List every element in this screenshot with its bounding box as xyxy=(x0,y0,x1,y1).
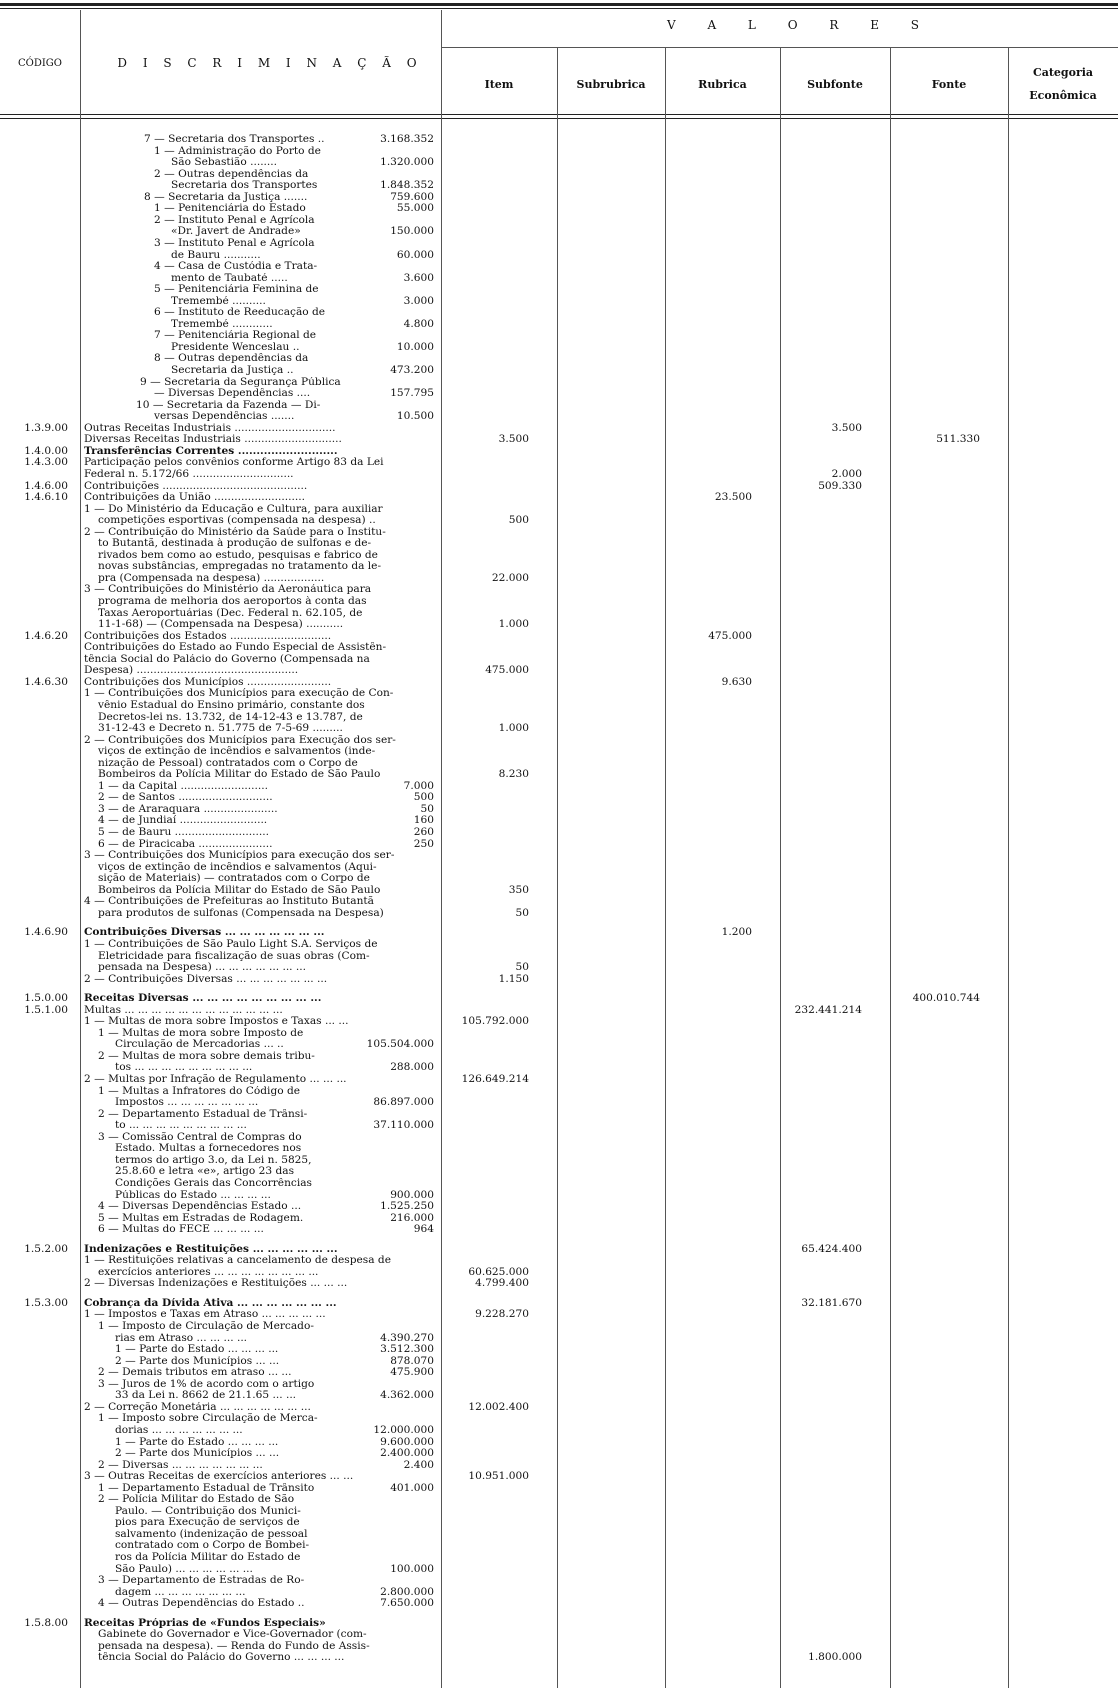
line-description: pios para Execução de serviços de xyxy=(115,1517,300,1529)
line-value-fo: 511.330 xyxy=(936,433,980,446)
line-description: Paulo. — Contribuição dos Munici- xyxy=(115,1505,301,1517)
line-inline-value: 401.000 xyxy=(390,1481,434,1494)
line-description: 1 — Contribuições de São Paulo Light S.A. Serviços de xyxy=(84,938,378,950)
line-inline-value: 260 xyxy=(413,826,434,838)
line-description: Secretaria da Justiça .. xyxy=(171,365,294,376)
line-value-ru: 475.000 xyxy=(708,629,752,642)
line-description: Secretaria dos Transportes xyxy=(171,180,318,192)
line-description: Federal n. 5.172/66 .............................. xyxy=(84,468,294,480)
line-description: Condições Gerais das Concorrências xyxy=(115,1177,312,1189)
line-description: tência Social do Palácio do Governo (Compensada na xyxy=(84,653,370,665)
line-inline-value: 3.000 xyxy=(403,294,434,307)
line-description: Contribuições da União ........................... xyxy=(84,492,305,504)
line-value-sf: 3.500 xyxy=(831,421,862,434)
header-rubrica: Rubrica xyxy=(698,78,747,91)
line-description: 2 — Multas por Infração de Regulamento ... ... ... xyxy=(84,1074,347,1085)
line-description: novas substâncias, empregadas no tratamento da le- xyxy=(98,561,382,573)
col-line-codigo xyxy=(80,10,81,1688)
line-inline-value: 100.000 xyxy=(390,1562,434,1575)
line-description: Contribuições dos Estados .............................. xyxy=(84,630,332,642)
line-description: nização de Pessoal) contratados com o Corpo de xyxy=(98,757,358,769)
line-value-it: 1.150 xyxy=(498,972,529,985)
line-value-it: 8.230 xyxy=(498,768,529,781)
line-description: 7 — Secretaria dos Transportes .. xyxy=(144,134,325,145)
line-value-sf: 232.441.214 xyxy=(794,1003,862,1016)
line-description: 6 — de Piracicaba ...................... xyxy=(98,838,273,850)
line-inline-value: 878.070 xyxy=(390,1354,434,1367)
col-line-rubrica xyxy=(780,48,781,1688)
line-description: 2 — Correção Monetária ... ... ... ... ... ... ... xyxy=(84,1401,311,1413)
line-description: dagem ... ... ... ... ... ... ... xyxy=(115,1586,246,1598)
line-description: 2 — Polícia Militar do Estado de São xyxy=(98,1494,295,1506)
line-description: 1 — Penitenciária do Estado xyxy=(154,203,306,215)
line-inline-value: 60.000 xyxy=(396,248,434,261)
line-code: 1.4.6.20 xyxy=(24,629,68,642)
line-inline-value: 2.400.000 xyxy=(380,1447,434,1460)
line-description: 2 — Instituto Penal e Agrícola xyxy=(154,214,315,226)
line-description: competições esportivas (compensada na despesa) .. xyxy=(98,515,376,527)
line-value-sf: 509.330 xyxy=(818,479,862,492)
line-inline-value: 3.512.300 xyxy=(380,1343,434,1356)
line-description: versas Dependências ....... xyxy=(154,411,295,423)
line-inline-value: 473.200 xyxy=(390,364,434,376)
line-description: Contribuições ........................................... xyxy=(84,480,308,492)
col-line-subrubrica xyxy=(665,48,666,1688)
header-subfonte: Subfonte xyxy=(807,78,863,91)
line-description: 31-12-43 e Decreto n. 51.775 de 7-5-69 ......... xyxy=(98,723,343,735)
line-description: to ... ... ... ... ... ... ... ... ... xyxy=(115,1120,247,1132)
line-description: contratado com o Corpo de Bombei- xyxy=(115,1540,310,1552)
line-inline-value: 86.897.000 xyxy=(373,1096,434,1109)
line-description: 1 — Parte do Estado ... ... ... ... xyxy=(115,1344,279,1356)
line-description: Cobrança da Dívida Ativa ... ... ... ... ... ... ... xyxy=(84,1297,337,1309)
line-value-fo: 400.010.744 xyxy=(912,992,980,1005)
line-description: 3 — Contribuições dos Municípios para execução dos ser- xyxy=(84,850,395,862)
line-inline-value: 216.000 xyxy=(390,1211,434,1224)
line-inline-value: 12.000.000 xyxy=(373,1423,434,1436)
line-description: 2 — Multas de mora sobre demais tribu- xyxy=(98,1050,315,1062)
line-description: 4 — de Jundiaí .......................... xyxy=(98,815,268,827)
line-description: 3 — Outras Receitas de exercícios anteriores ... ... xyxy=(84,1471,354,1483)
line-description: 4 — Casa de Custódia e Trata- xyxy=(154,261,318,273)
line-description: 2 — de Santos ............................ xyxy=(98,792,273,804)
line-value-sf: 2.000 xyxy=(831,467,862,480)
line-description: — Diversas Dependências .... xyxy=(154,388,311,400)
line-inline-value: 150.000 xyxy=(390,225,434,238)
line-description: 1 — Imposto de Circulação de Mercado- xyxy=(98,1321,314,1332)
line-description: 1 — Multas de mora sobre Impostos e Taxas ... ... xyxy=(84,1016,349,1028)
line-inline-value: 3.600 xyxy=(403,271,434,284)
col-line-fonte xyxy=(1008,48,1009,1688)
line-description: programa de melhoria dos aeroportos à conta das xyxy=(98,596,367,607)
line-code: 1.4.0.00 xyxy=(24,444,68,457)
line-code: 1.3.9.00 xyxy=(24,421,68,434)
line-description: 1 — Restituições relativas a cancelamento de despesa de xyxy=(84,1255,391,1267)
line-code: 1.4.3.00 xyxy=(24,456,68,469)
line-inline-value: 1.320.000 xyxy=(380,156,434,169)
line-description: Presidente Wenceslau .. xyxy=(171,341,300,353)
line-inline-value: 900.000 xyxy=(390,1188,434,1201)
line-description: 4 — Diversas Dependências Estado ... xyxy=(98,1201,302,1213)
line-value-it: 22.000 xyxy=(491,571,529,584)
line-description: 10 — Secretaria da Fazenda — Di- xyxy=(136,399,321,411)
line-inline-value: 964 xyxy=(413,1223,434,1236)
line-description: pensada na Despesa) ... ... ... ... ... ... ... xyxy=(98,962,307,974)
line-value-it: 126.649.214 xyxy=(461,1073,529,1085)
line-description: Indenizações e Restituições ... ... ... ... ... ... xyxy=(84,1243,338,1255)
line-description: 1 — Do Ministério da Educação e Cultura, para auxiliar xyxy=(84,503,383,515)
line-description: salvamento (indenização de pessoal xyxy=(115,1528,308,1540)
line-description: tos ... ... ... ... ... ... ... ... ... xyxy=(115,1062,253,1074)
line-description: 5 — de Bauru ............................ xyxy=(98,827,269,838)
line-inline-value: 160 xyxy=(413,814,434,827)
line-description: 2 — Demais tributos em atraso ... ... xyxy=(98,1367,292,1379)
line-description: 2 — Contribuições dos Municípios para Execução dos ser- xyxy=(84,734,396,746)
line-description: rivados bem como ao estudo, pesquisas e fabrico de xyxy=(98,549,378,561)
line-description: 25.8.60 e letra «e», artigo 23 das xyxy=(115,1166,295,1178)
col-line-discriminacao xyxy=(441,10,442,1688)
line-description: Despesa) ................................................ xyxy=(84,665,299,677)
line-inline-value: 9.600.000 xyxy=(380,1435,434,1448)
line-value-it: 50 xyxy=(515,906,529,919)
line-description: 3 — Comissão Central de Compras do xyxy=(98,1131,302,1143)
line-description: 2 — Outras dependências da xyxy=(154,168,309,180)
line-description: 3 — Contribuições do Ministério da Aeronáutica para xyxy=(84,584,372,596)
line-description: 1 — Parte do Estado ... ... ... ... xyxy=(115,1436,279,1448)
line-value-sf: 65.424.400 xyxy=(801,1242,862,1255)
line-description: Decretos-lei ns. 13.732, de 14-12-43 e 13.787, de xyxy=(98,711,363,723)
line-description: 5 — Multas em Estradas de Rodagem. xyxy=(98,1212,304,1224)
line-value-ru: 9.630 xyxy=(721,675,752,688)
line-description: Participação pelos convênios conforme Artigo 83 da Lei xyxy=(84,457,384,469)
line-description: Eletricidade para fiscalização de suas obras (Com- xyxy=(98,950,370,962)
line-description: sição de Materiais) — contratados com o Corpo de xyxy=(98,873,370,885)
line-description: termos do artigo 3.o, da Lei n. 5825, xyxy=(115,1154,312,1166)
line-description: 2 — Parte dos Municípios ... ... xyxy=(115,1448,280,1460)
line-description: 2 — Parte dos Municípios ... ... xyxy=(115,1355,280,1367)
line-inline-value: 157.795 xyxy=(390,387,434,400)
line-description: viços de extinção de incêndios e salvamentos (inde- xyxy=(98,746,376,758)
line-description: 1 — Multas a Infratores do Código de xyxy=(98,1085,301,1097)
line-description: Multas ... ... ... ... ... ... ... ... ... ... ... ... xyxy=(84,1004,283,1016)
col-line-item xyxy=(557,48,558,1688)
line-description: «Dr. Javert de Andrade» xyxy=(171,226,301,238)
line-inline-value: 10.500 xyxy=(396,410,434,423)
line-inline-value: 759.600 xyxy=(390,190,434,203)
line-value-it: 60.625.000 xyxy=(468,1265,529,1278)
line-code: 1.5.0.00 xyxy=(24,992,68,1005)
line-description: Transferências Correntes ........................... xyxy=(84,445,338,457)
line-description: 9 — Secretaria da Segurança Pública xyxy=(140,376,341,388)
line-inline-value: 475.900 xyxy=(390,1366,434,1379)
line-description: 8 — Secretaria da Justiça ....... xyxy=(144,191,308,203)
line-code: 1.5.1.00 xyxy=(24,1003,68,1016)
header-item: Item xyxy=(484,78,514,91)
line-description: Receitas Próprias de «Fundos Especiais» xyxy=(84,1617,326,1629)
line-description: 1 — Imposto sobre Circulação de Merca- xyxy=(98,1413,318,1425)
line-description: para produtos de sulfonas (Compensada na Despesa) xyxy=(98,907,384,919)
line-inline-value: 55.000 xyxy=(396,202,434,215)
line-value-it: 105.792.000 xyxy=(461,1015,529,1028)
line-description: Tremembé ............ xyxy=(171,318,273,330)
line-code: 1.4.6.00 xyxy=(24,479,68,492)
line-description: 4 — Outras Dependências do Estado .. xyxy=(98,1598,305,1610)
line-description: Contribuições do Estado ao Fundo Especial de Assistên- xyxy=(84,642,387,654)
line-value-it: 9.228.270 xyxy=(475,1308,529,1321)
header-bottom-rule-2 xyxy=(0,118,1118,119)
line-description: Contribuições dos Municípios ......................... xyxy=(84,676,332,688)
line-inline-value: 37.110.000 xyxy=(373,1119,434,1132)
line-inline-value: 1.848.352 xyxy=(380,179,434,192)
line-value-it: 12.002.400 xyxy=(468,1400,529,1413)
line-description: 8 — Outras dependências da xyxy=(154,353,309,365)
line-code: 1.4.6.10 xyxy=(24,491,68,504)
line-code: 1.5.2.00 xyxy=(24,1242,68,1255)
line-value-sf: 1.800.000 xyxy=(808,1651,862,1664)
line-inline-value: 2.800.000 xyxy=(380,1585,434,1598)
line-description: pra (Compensada na despesa) .................. xyxy=(98,572,325,584)
line-description: mento de Taubaté ..... xyxy=(171,272,288,284)
line-inline-value: 1.525.250 xyxy=(380,1200,434,1213)
line-value-sf: 32.181.670 xyxy=(801,1296,862,1309)
line-value-it: 1.000 xyxy=(498,618,529,631)
line-description: viços de extinção de incêndios e salvamentos (Aqui- xyxy=(98,861,377,873)
line-code: 1.4.6.90 xyxy=(24,926,68,939)
header-codigo: CÓDIGO xyxy=(17,58,62,69)
line-description: 3 — de Araraquara ...................... xyxy=(98,803,278,815)
line-description: Estado. Multas a fornecedores nos xyxy=(115,1143,302,1155)
line-inline-value: 7.650.000 xyxy=(380,1597,434,1610)
line-description: vênio Estadual do Ensino primário, constante dos xyxy=(98,699,365,711)
line-description: 3 — Departamento de Estradas de Ro- xyxy=(98,1575,305,1587)
line-description: 7 — Penitenciária Regional de xyxy=(154,330,317,342)
line-description: Bombeiros da Polícia Militar do Estado de São Paulo xyxy=(98,769,381,781)
line-description: Impostos ... ... ... ... ... ... ... xyxy=(115,1097,259,1109)
line-description: 1 — Impostos e Taxas em Atraso ... ... ... ... ... xyxy=(84,1309,326,1321)
line-value-it: 350 xyxy=(508,883,529,896)
line-inline-value: 4.362.000 xyxy=(380,1389,434,1402)
line-description: 1 — da Capital .......................... xyxy=(98,780,269,792)
line-description: Outras Receitas Industriais .............................. xyxy=(84,422,336,434)
line-description: 1 — Departamento Estadual de Trânsito xyxy=(98,1482,315,1494)
top-rule xyxy=(0,3,1118,6)
line-description: São Sebastião ........ xyxy=(171,157,278,169)
line-value-it: 1.000 xyxy=(498,722,529,735)
line-description: 2 — Diversas Indenizações e Restituições ... ... ... xyxy=(84,1278,348,1290)
header-economica: Econômica xyxy=(1029,89,1097,102)
line-description: 33 da Lei n. 8662 de 21.1.65 ... ... xyxy=(115,1390,297,1402)
line-description: 2 — Contribuição do Ministério da Saúde para o Institu- xyxy=(84,526,386,538)
line-inline-value: 4.390.270 xyxy=(380,1331,434,1344)
line-description: Bombeiros da Polícia Militar do Estado de São Paulo xyxy=(98,884,381,896)
line-inline-value: 288.000 xyxy=(390,1061,434,1074)
line-description: tência Social do Palácio do Governo ... ... ... ... xyxy=(98,1652,345,1664)
line-description: 5 — Penitenciária Feminina de xyxy=(154,284,319,296)
line-description: ros da Polícia Militar do Estado de xyxy=(115,1552,301,1563)
line-description: Circulação de Mercadorias ... .. xyxy=(115,1039,284,1051)
line-inline-value: 105.504.000 xyxy=(366,1038,434,1051)
line-description: 2 — Contribuições Diversas ... ... ... ... ... ... ... xyxy=(84,973,328,985)
line-description: Gabinete do Governador e Vice-Governador (com- xyxy=(98,1629,367,1641)
header-valores: V A L O R E S xyxy=(666,18,934,32)
line-description: to Butantã, destinada à produção de sulfonas e de- xyxy=(98,538,372,550)
line-description: dorias ... ... ... ... ... ... ... xyxy=(115,1424,243,1436)
line-description: Públicas do Estado ... ... ... ... xyxy=(115,1189,271,1201)
line-inline-value: 7.000 xyxy=(403,779,434,792)
line-value-it: 10.951.000 xyxy=(468,1470,529,1483)
line-inline-value: 2.400 xyxy=(403,1458,434,1471)
line-description: Tremembé .......... xyxy=(171,295,266,307)
line-description: Taxas Aeroportuárias (Dec. Federal n. 62.105, de xyxy=(98,607,363,619)
line-value-it: 50 xyxy=(515,961,529,974)
line-code: 1.5.3.00 xyxy=(24,1296,68,1309)
line-code: 1.5.8.00 xyxy=(24,1616,68,1629)
line-description: Contribuições Diversas ... ... ... ... ... ... ... xyxy=(84,927,325,939)
line-description: 4 — Contribuições de Prefeituras ao Instituto Butantã xyxy=(84,896,374,908)
line-value-it: 500 xyxy=(508,514,529,527)
header-categoria: Categoria xyxy=(1032,66,1094,79)
line-description: Diversas Receitas Industriais ............................. xyxy=(84,434,342,446)
top-rule-thin xyxy=(0,8,1118,9)
line-description: 2 — Departamento Estadual de Trânsi- xyxy=(98,1108,308,1120)
header-bottom-rule xyxy=(0,114,1118,115)
line-description: São Paulo) ... ... ... ... ... ... xyxy=(115,1563,253,1575)
line-code: 1.4.6.30 xyxy=(24,675,68,688)
line-value-it: 3.500 xyxy=(498,433,529,446)
header-fonte: Fonte xyxy=(931,78,967,91)
line-description: 1 — Administração do Porto de xyxy=(154,145,321,157)
line-inline-value: 250 xyxy=(413,837,434,850)
line-inline-value: 4.800 xyxy=(403,317,434,330)
header-discriminacao: D I S C R I M I N A Ç Ã O xyxy=(117,56,423,70)
line-value-it: 4.799.400 xyxy=(475,1277,529,1290)
line-value-ru: 1.200 xyxy=(721,926,752,939)
header-subrubrica: Subrubrica xyxy=(576,78,646,91)
line-inline-value: 50 xyxy=(420,802,434,815)
line-description: 6 — Instituto de Reeducação de xyxy=(154,307,326,319)
line-description: 2 — Diversas ... ... ... ... ... ... ... xyxy=(98,1459,263,1471)
line-description: de Bauru ........... xyxy=(171,249,261,261)
line-description: 1 — Multas de mora sobre Imposto de xyxy=(98,1027,304,1039)
line-value-ru: 23.500 xyxy=(714,491,752,504)
line-description: 3 — Instituto Penal e Agrícola xyxy=(154,237,315,249)
line-description: exercícios anteriores ... ... ... ... ... ... ... ... xyxy=(98,1266,319,1278)
line-description: 1 — Contribuições dos Municípios para execução de Con- xyxy=(84,688,394,700)
line-description: Receitas Diversas ... ... ... ... ... ... ... ... ... xyxy=(84,993,322,1005)
line-description: 3 — Juros de 1% de acordo com o artigo xyxy=(98,1378,315,1390)
line-inline-value: 3.168.352 xyxy=(380,133,434,145)
col-line-subfonte xyxy=(890,48,891,1688)
line-description: pensada na despesa). — Renda do Fundo de Assis- xyxy=(98,1640,370,1652)
line-value-it: 475.000 xyxy=(485,664,529,677)
line-description: 6 — Multas do FECE ... ... ... ... xyxy=(98,1224,264,1236)
line-inline-value: 500 xyxy=(413,791,434,804)
line-description: rias em Atraso ... ... ... ... xyxy=(115,1332,248,1344)
line-description: 11-1-68) — (Compensada na Despesa) ........... xyxy=(98,619,344,631)
line-inline-value: 10.000 xyxy=(396,340,434,353)
